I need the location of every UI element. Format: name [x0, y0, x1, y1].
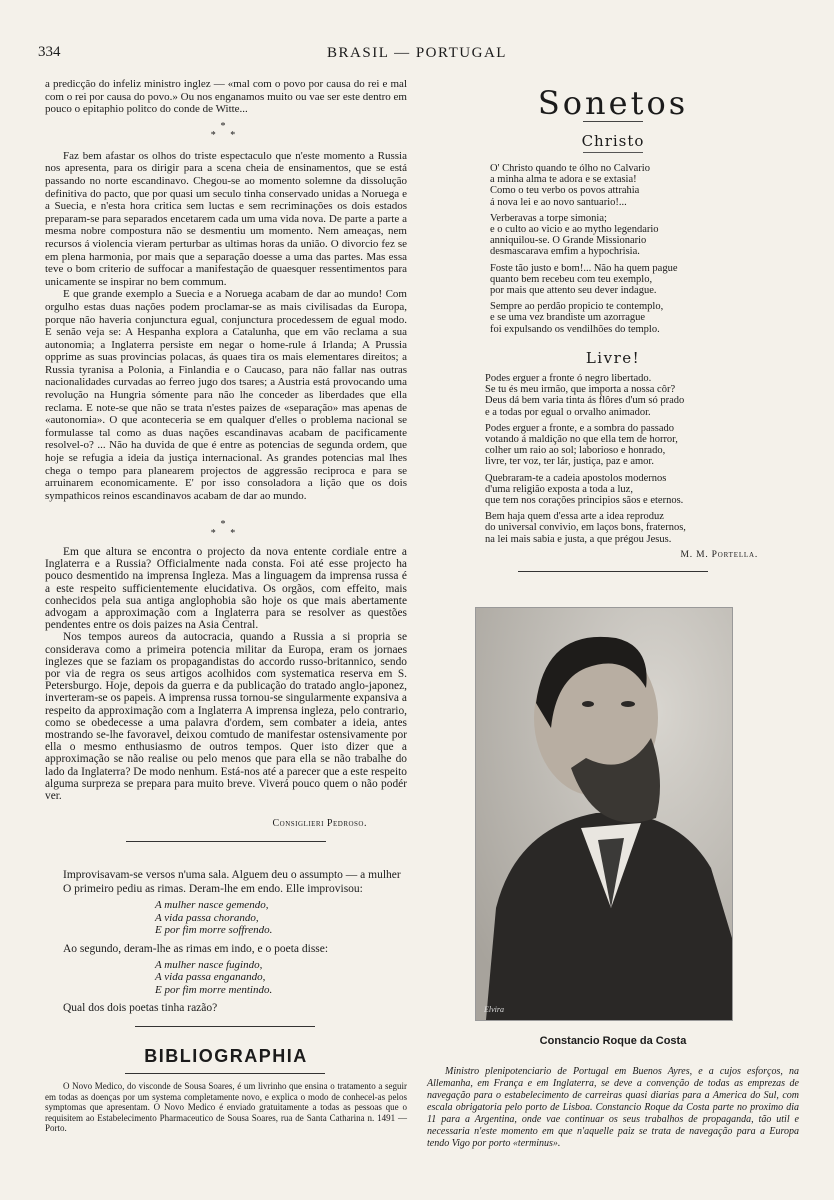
poem-author: M. M. Portella. [680, 549, 758, 560]
poem-line: Verberavas a torpe simonia; [490, 212, 607, 224]
poem-livre [433, 349, 793, 560]
running-head: BRASIL — PORTUGAL [327, 45, 507, 61]
anecdote-section [45, 868, 407, 1015]
poem-line: foi expulsando os vendilhões do templo. [490, 323, 660, 335]
asterism: * * * [210, 120, 242, 141]
portrait-illustration [476, 608, 732, 1020]
verse-line: E por fim morre mentindo. [155, 983, 273, 996]
poem-line: Podes erguer a fronte ó negro libertado. [485, 373, 652, 384]
poem-line: Sempre ao perdão propicio te contemplo, [490, 301, 664, 313]
divider [583, 121, 643, 122]
author-signature: Consiglieri Pedroso. [272, 818, 367, 830]
anecdote-text: O primeiro pediu as rimas. Deram-lhe em endo. Elle improvisou: [63, 883, 363, 895]
anecdote-text: Ao segundo, deram-lhe as rimas em indo, e o poeta disse: [63, 942, 329, 955]
poem-line: Como o teu verbo os povos attrahia [490, 185, 640, 197]
poem-body [433, 373, 793, 545]
article-paragraph: a predicção do infeliz ministro inglez — «mal com o povo por causa do rei e mal com o rei por causa do povo.» Ou nos enganamos muito ou vae ser este dentro em pouco o epitaphio politco do conde de Witte... [45, 78, 407, 116]
anecdote-text: Improvisavam-se versos n'uma sala. Alguem deu o assumpto — a mulher [63, 869, 401, 881]
divider [125, 1073, 325, 1074]
poem-line: que tem nos corações principios sãos e eternos. [485, 495, 684, 507]
portrait-photo [475, 607, 733, 1021]
divider [583, 152, 643, 153]
verse-line: E por fim morre soffrendo. [155, 924, 273, 936]
article-paragraph: E que grande exemplo a Suecia e a Noruega acabam de dar ao mundo! Com orgulho estas duas nações podem proclamar-se as mais civilisadas da Europa, porque não haveria conjunctura egual, conjunctura procedessem de egual modo. E senão veja se: A Hespanha explora a Catalunha, que em vão reclama a sua autonomia; a Inglaterra persiste em negar o home-rule á Irlanda; A Prussia opprime as suas provincias polacas, ás quaes tira os mais elementares direitos; a Russia tyranisa a Polonia, a Finlandia e o Caucaso, para não fallar nas outras nacionalidades curvadas ao ferreo jugo dos tsares; a Austria está provocando uma revolução na Hungria sómente para não lhe conceder as liberdades que ella reclama. E note-se que não se trata n'estes paizes de «separação» mas apenas de «autonomia». O que aconteceria se em qualquer d'elles o problema nacional se formulasse tal como as duas nações escandinavas acabam de pacificamente resolvel-o? ... Não ha duvida de que é entre as potencias de segunda ordem, que hoje se refugia a ideia da justiça internacional. As grandes potencias mal lhes chega o tempo para planearem projectos de aggressão reciproca e para se arruinarem economicamente. E' por isso consoladora a lição que os dois sympathicos reinos escandinavos acabam de dar ao mundo. [45, 288, 407, 502]
poem-line: por mais que attento seu dever indague. [490, 285, 657, 297]
anecdote-text: Qual dos dois poetas tinha razão? [63, 1002, 218, 1014]
sonnets-heading: Sonetos [537, 84, 689, 122]
verse-line: A mulher nasce gemendo, [155, 899, 269, 911]
divider [518, 571, 708, 572]
poem-title: Christo [581, 132, 645, 150]
poem-line: colher um raio ao sol; laborioso e honrado, [485, 445, 666, 457]
poem-line: Quebraram-te a cadeia apostolos modernos [485, 472, 667, 484]
poem-line: Bem haja quem d'essa arte a idea reproduz [485, 511, 664, 523]
poem-body [433, 163, 793, 335]
poem-line: d'uma religião exposta a toda a luz, [485, 483, 633, 495]
page-number: 334 [38, 44, 61, 60]
stanza [490, 163, 793, 208]
bibliography-heading: BIBLIOGRAPHIA [144, 1046, 308, 1066]
photo-caption: Constancio Roque da Costa [539, 1035, 687, 1047]
poem-line: Se tu és meu irmão, que importa a nossa côr? [485, 384, 676, 396]
poem-line: anniquilou-se. O Grande Missionario [490, 235, 647, 247]
bibliography-text: O Novo Medico, do visconde de Sousa Soares, é um livrinho que ensina o tratamento a seguir em todas as doenças por um systema completamente novo, e explica o modo de conhecel-as pelos symptomas que apresentam. O Novo Medico é enviado gratuitamente a todas as pessoas que o requisitem ao Estabelecimento Pharmaceutico de Sousa Soares, rua de Santa Catharina n. 1491 — Porto. [45, 1081, 407, 1133]
left-column [45, 78, 407, 1133]
poem-line: a minha alma te adora e se extasia! [490, 174, 637, 186]
stanza [485, 511, 793, 545]
stanza [485, 423, 793, 468]
poem-line: Deus dá bem varia tinta ás flôres d'um só prado [485, 395, 685, 407]
verse-line: A mulher nasce fugindo, [155, 958, 263, 971]
article-section-entente [45, 519, 407, 842]
photo-description: Ministro plenipotenciario de Portugal em Buenos Ayres, e a cujos esforços, na Allemanha, em França e em Inglaterra, se deve a convenção de todas as emprezas de navegação para o estabelecimento de carreiras quasi diarias para a America do Sul, com escala obrigatoria pelo porto de Lisboa. Constancio Roque da Costa parte no proximo dia 11 para a Argentina, onde vae continuar os seus trabalhos de propaganda, tão util e necessaria n'este momento em que n'aquelle paiz se trata de navegação para a Europa tendo Vigo por porto «terminus». [427, 1066, 799, 1149]
poem-line: O' Christo quando te ólho no Calvario [490, 163, 650, 174]
photo-credit: Elvira [484, 1005, 504, 1014]
poem-line: e a todas por egual o orvalho animador. [485, 406, 651, 418]
poem-line: na lei mais sabia e justa, a que prégou Jesus. [485, 533, 672, 545]
poem-line: e o culto ao vicio e ao mytho legendario [490, 224, 659, 236]
stanza [490, 213, 793, 258]
stanza [490, 263, 793, 297]
poem-line: Foste tão justo e bom!... Não ha quem pague [490, 262, 678, 274]
article-paragraph: Em que altura se encontra o projecto da nova entente cordiale entre a Inglaterra e a Russia? Officialmente nada consta. Foi até esse projecto ha pouco desmentido na imprensa Ingleza. Mas a linguagem da imprensa russa é a este respeito sufficientemente elucidativa. Os orgãos, com effeito, mais conhecidos pela sua antiga anglophobia são hoje os que mais abertamente advogam a approximação com a Inglaterra para se resolver as questões pendentes entre os dois paizes na Asia Central. [45, 546, 407, 632]
poem-title: Livre! [585, 349, 641, 367]
poem-line: do universal convivio, em laços bons, fraternos, [485, 522, 686, 534]
asterism: * * * [210, 519, 242, 539]
poem-line: livre, ter voz, ter lár, justiça, paz e amor. [485, 456, 654, 468]
stanza [490, 301, 793, 335]
stanza [485, 373, 793, 418]
poem-line: Podes erguer a fronte, e a sombra do passado [485, 422, 675, 434]
article-paragraph: Nos tempos aureos da autocracia, quando a Russia a si propria se considerava como a primeira potencia militar da Europa, eram os jornaes inglezes que se faziam os propagandistas do accordo russo-britannico, sendo por via de regra os seus artigos acolhidos com systematica reserva em S. Petersburgo. Hoje, depois da guerra e da publicação do tratado anglo-japonez, inverteram-se os papeis. A imprensa russa tornou-se singularmente expansiva a respeito da approximação com a Inglaterra A imprensa ingleza, pelo contrario, como se obedecesse a uma palavra d'ordem, sem combater a ideia, antes mostrando se-lhe favoravel, deixou comtudo de manifestar ostensivamente por ella o mesmo enthusiasmo de outros tempos. Quer isto dizer que a approximação se não realise ou pelo menos que para ella se não trabalhe do lado da Inglaterra? De modo nenhum. Está-nos até a parecer que a este respeito alguma surpreza se prepara para muito breve. Viverá pouco quem o não podér ver. [45, 631, 407, 803]
divider [126, 841, 326, 842]
poem-line: desmascarava emfim a hypochrisia. [490, 246, 640, 258]
divider [135, 1026, 315, 1027]
stanza [485, 473, 793, 507]
poem-line: e se uma vez brandiste um azorrague [490, 312, 646, 324]
poem-line: á nova lei e ao novo santuario!... [490, 196, 627, 208]
verse-block [155, 959, 407, 997]
poem-line: quanto bem recebeu com teu exemplo, [490, 273, 653, 285]
poem-line: votando á maldição no que ella tem de horror, [485, 434, 678, 446]
poem-christo [433, 132, 793, 340]
article-paragraph: Faz bem afastar os olhos do triste espectaculo que n'este momento a Russia nos apresenta, para os dirigir para a scena cheia de ensinamentos, que se está passando no norte escandinavo. Chegou-se ao momento solemne da dissolução definitiva do pacto, que por quasi um seculo tinha conservado unidas a Noruega e a Suecia, e n'esta hora critica sem luctas e sem recriminações os dois estados preparam-se para separados encetarem cada um uma vida nova. De parte a parte a mesma nobre compostura não se desmentiu um momento. Nem ameaças, nem recursos á violencia vieram perturbar as ultimas horas da união. O divorcio fez se em plena harmonia, por mais que a separação doesse a uma das partes. Mas essa teve o bom criterio de suffocar a manifestação de quaesquer ressentimentos para unicamente se inspirar no bem commum. [45, 149, 407, 288]
verse-line: A vida passa chorando, [155, 911, 259, 924]
verse-block [155, 899, 407, 937]
verse-line: A vida passa enganando, [155, 971, 266, 983]
